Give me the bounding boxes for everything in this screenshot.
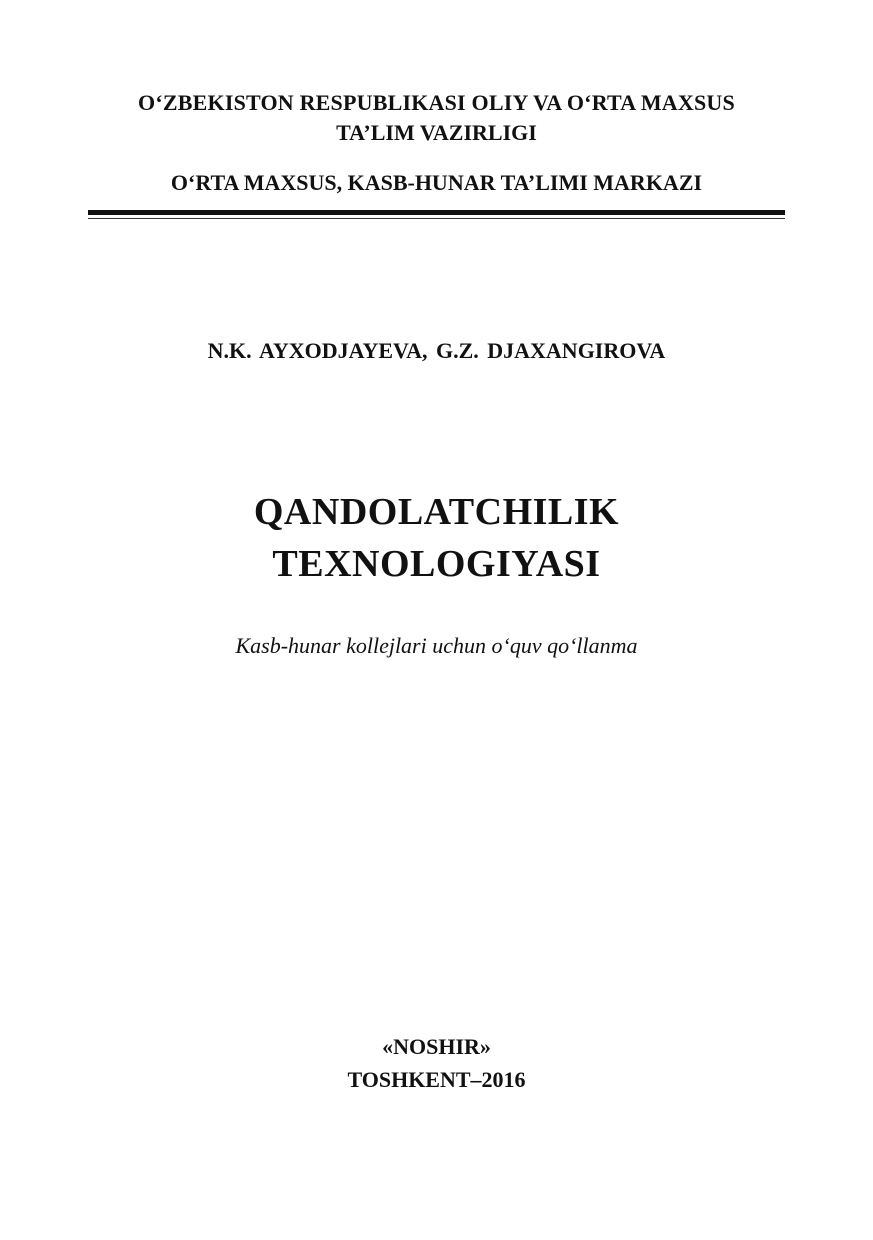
ministry-name-line-2: TA’LIM VAZIRLIGI	[336, 120, 537, 145]
header-divider-thin	[88, 218, 785, 219]
header-divider-thick	[88, 210, 785, 215]
authors: N.K. AYXODJAYEVA, G.Z. DJAXANGIROVA	[207, 338, 666, 363]
book-title-line-2: TEXNOLOGIYASI	[272, 543, 601, 585]
book-subtitle: Kasb-hunar kollejlari uchun o‘quv qo‘llanma	[235, 633, 638, 658]
ministry-name-line-1: O‘ZBEKISTON RESPUBLIKASI OLIY VA O‘RTA MAXSUS	[138, 90, 735, 115]
publisher-name: «NOSHIR»	[382, 1034, 491, 1059]
center-name: O‘RTA MAXSUS, KASB-HUNAR TA’LIMI MARKAZI	[170, 170, 703, 195]
publication-city-year: TOSHKENT–2016	[347, 1067, 526, 1092]
book-title-line-1: QANDOLATCHILIK	[253, 491, 620, 533]
